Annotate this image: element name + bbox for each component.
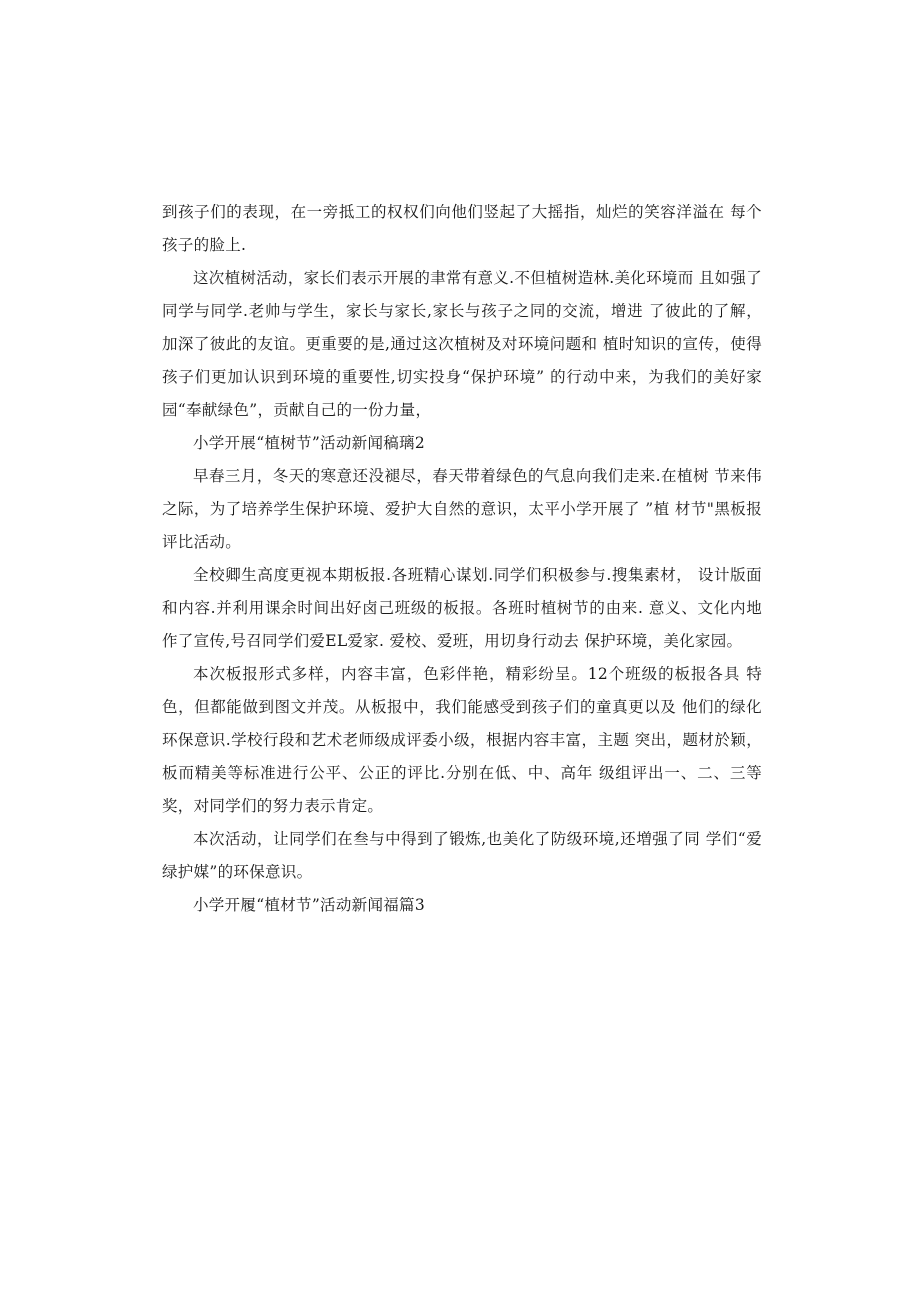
article-heading-3: 小学开履“植材节”活动新闻福篇3 — [193, 896, 426, 914]
document-body — [162, 196, 762, 922]
paragraph-continuation: 到孩子们的表现，在一旁抵工的权权们向他们竖起了大摇指，灿烂的笑容洋溢在 每个孩子的脸上. — [162, 203, 762, 254]
paragraph-blackboard-design: 全校卿生高度更视本期板报.各班精心谋划.同学们积极参与.搜集素材， 设计版面和内容.并利用课余时间出好卤己班级的板报。各班时植树节的由来. 意义、文化内地作了宣传,号召同学们爱EL爱家. 爱校、爱班，用切身行动去 保护环境，美化家园。 — [162, 566, 762, 650]
paragraph-activity-summary: 本次活动，让同学们在叁与中得到了锻炼,也美化了防级环境,还増强了同 学们“爱绿护媒”的环保意识。 — [162, 830, 762, 881]
paragraph-activity-significance: 这次植树活动，家长们表示开展的聿常有意义.不但植树造林.美化环境而 且如强了同学与同学.老帅与学生，家长与家长,家长与孩子之同的交流，增进 了彼此的了解，加深了彼此的友谊。更重要的是,通过这次植树及对环境问题和 植时知识的宣传，使得孩子们更加认识到环境的重要性,切实投身“保护环境” 的行动中来，为我们的美好家园“奉献绿色”，贡献自己的一份力量， — [162, 269, 762, 419]
paragraph-early-spring: 早春三月，冬天的寒意还没褪尽，春天带着绿色的气息向我们走来.在植树 节来伟之际，为了培养学生保护环境、爱护大自然的意识，太平小学开展了 ”植 材节"黑板报评比活动。 — [162, 467, 762, 551]
paragraph-blackboard-results: 本次板报形式多样，内容丰富，色彩伴艳，精彩纷呈。12个班级的板报各具 特色，但都能做到图文并茂。从板报中，我们能感受到孩子们的童真更以及 他们的绿化环保意识.学校行段和艺术老师级成评委小级，根据内容丰富，主题 突出，题材於颖，板而精美等标准进行公平、公正的评比.分别在低、中、高年 级组评出一、二、三等奖，对同学们的努力表示肯定。 — [162, 665, 762, 815]
article-heading-2: 小学开展“植树节”活动新闻稿璃2 — [193, 434, 426, 452]
